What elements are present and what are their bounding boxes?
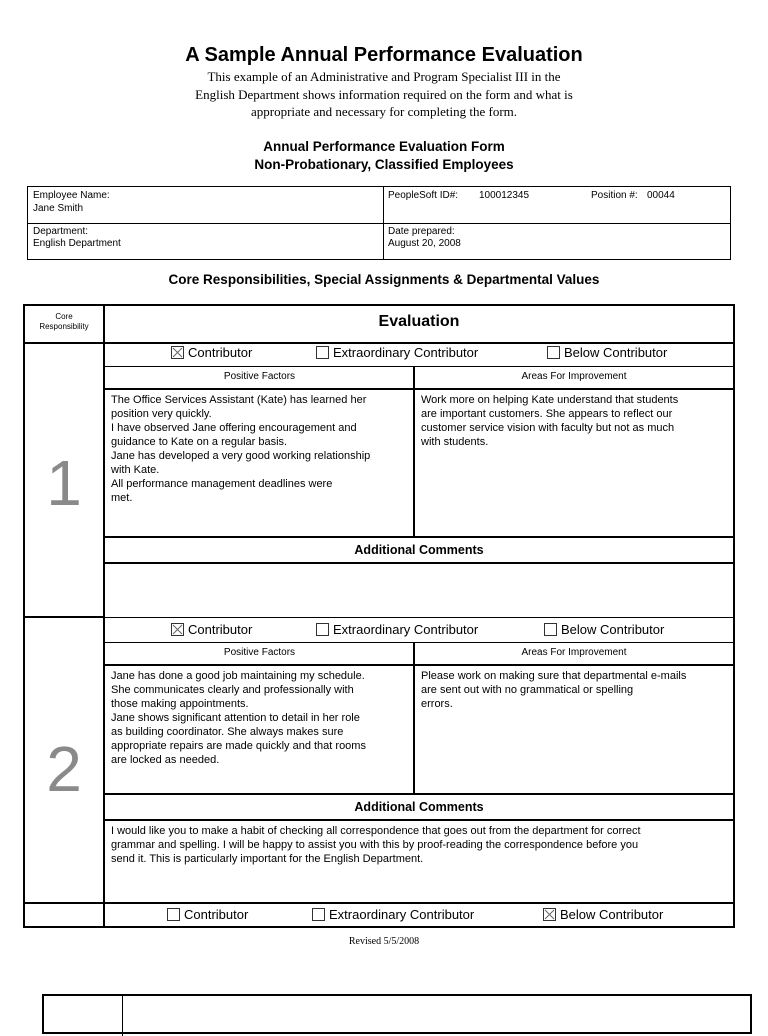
option-below-contributor[interactable]: Below Contributor <box>547 345 667 361</box>
positive-factors-header: Positive Factors <box>223 371 296 382</box>
checkbox-icon[interactable] <box>167 908 180 921</box>
checkbox-icon[interactable] <box>316 346 329 359</box>
positive-factors-text: The Office Services Assistant (Kate) has learned her position very quickly. I have observed Jane offering encouragement and guidance to Kate on a regular basis. Jane has developed a very good working relationship with Kate. All performance management deadlines were met. <box>111 394 371 504</box>
date-prepared-label: Date prepared: <box>388 226 455 237</box>
intro-line: This example of an Administrative and Program Specialist III in the <box>207 69 561 84</box>
option-extraordinary-contributor[interactable]: Extraordinary Contributor <box>312 907 474 923</box>
areas-improvement-text: Work more on helping Kate understand that students are important customers. She appears to reflect our customer service vision with faculty but not as much with students. <box>421 394 679 448</box>
department-value: English Department <box>33 238 121 249</box>
option-extraordinary-contributor[interactable]: Extraordinary Contributor <box>316 622 478 638</box>
evaluation-table <box>23 304 735 928</box>
intro-paragraph <box>140 68 628 121</box>
form-title-line: Non-Probationary, Classified Employees <box>254 156 514 172</box>
checkbox-checked-icon[interactable] <box>171 346 184 359</box>
intro-line: English Department shows information required on the form and what is <box>195 86 573 102</box>
date-prepared-value: August 20, 2008 <box>388 238 461 249</box>
employee-name-value: Jane Smith <box>33 203 84 214</box>
option-contributor[interactable]: Contributor <box>171 345 252 361</box>
revised-date: Revised 5/5/2008 <box>348 936 420 947</box>
employee-name-label: Employee Name: <box>33 190 110 201</box>
document-title: A Sample Annual Performance Evaluation <box>185 44 583 66</box>
option-contributor[interactable]: Contributor <box>171 622 252 638</box>
form-title-line: Annual Performance Evaluation Form <box>263 139 505 154</box>
additional-comments-text: I would like you to make a habit of checking all correspondence that goes out from the department for correct grammar and spelling. I will be happy to assist you with this by proof-reading the correspondence before you send it. This is particularly important for the English Department. <box>111 825 641 865</box>
areas-improvement-header: Areas For Improvement <box>521 371 627 382</box>
additional-comments-header: Additional Comments <box>354 800 484 814</box>
employee-info-table <box>27 186 731 260</box>
form-title <box>0 138 768 173</box>
responsibility-number: 2 <box>46 733 82 805</box>
next-page-table <box>42 994 752 1034</box>
section-title: Core Responsibilities, Special Assignments & Departmental Values <box>168 272 600 287</box>
position-label: Position #: <box>591 190 638 201</box>
checkbox-icon[interactable] <box>312 908 325 921</box>
peoplesoft-id-label: PeopleSoft ID#: <box>388 190 459 201</box>
option-below-contributor[interactable]: Below Contributor <box>543 907 663 923</box>
evaluation-header: Evaluation <box>378 313 460 330</box>
peoplesoft-id-value: 100012345 <box>479 190 530 201</box>
checkbox-icon[interactable] <box>547 346 560 359</box>
positive-factors-text: Jane has done a good job maintaining my schedule. She communicates clearly and professionally with those making appointments. Jane shows significant attention to detail in her role as building coordinator. She always makes sure appropriate repairs are made quickly and that rooms are locked as needed. <box>111 670 366 766</box>
areas-improvement-header: Areas For Improvement <box>521 647 627 658</box>
option-contributor[interactable]: Contributor <box>167 907 248 923</box>
position-value: 00044 <box>647 190 675 201</box>
option-extraordinary-contributor[interactable]: Extraordinary Contributor <box>316 345 478 361</box>
responsibility-number: 1 <box>46 447 82 519</box>
areas-improvement-text: Please work on making sure that departmental e-mails are sent out with no grammatical or spelling errors. <box>421 670 687 710</box>
checkbox-icon[interactable] <box>316 623 329 636</box>
core-responsibility-header: Core Responsibility <box>39 312 89 331</box>
intro-line: appropriate and necessary for completing the form. <box>250 104 518 119</box>
additional-comments-header: Additional Comments <box>354 543 484 557</box>
checkbox-checked-icon[interactable] <box>171 623 184 636</box>
option-below-contributor[interactable]: Below Contributor <box>544 622 664 638</box>
checkbox-checked-icon[interactable] <box>543 908 556 921</box>
positive-factors-header: Positive Factors <box>223 647 296 658</box>
department-label: Department: <box>33 226 89 237</box>
checkbox-icon[interactable] <box>544 623 557 636</box>
